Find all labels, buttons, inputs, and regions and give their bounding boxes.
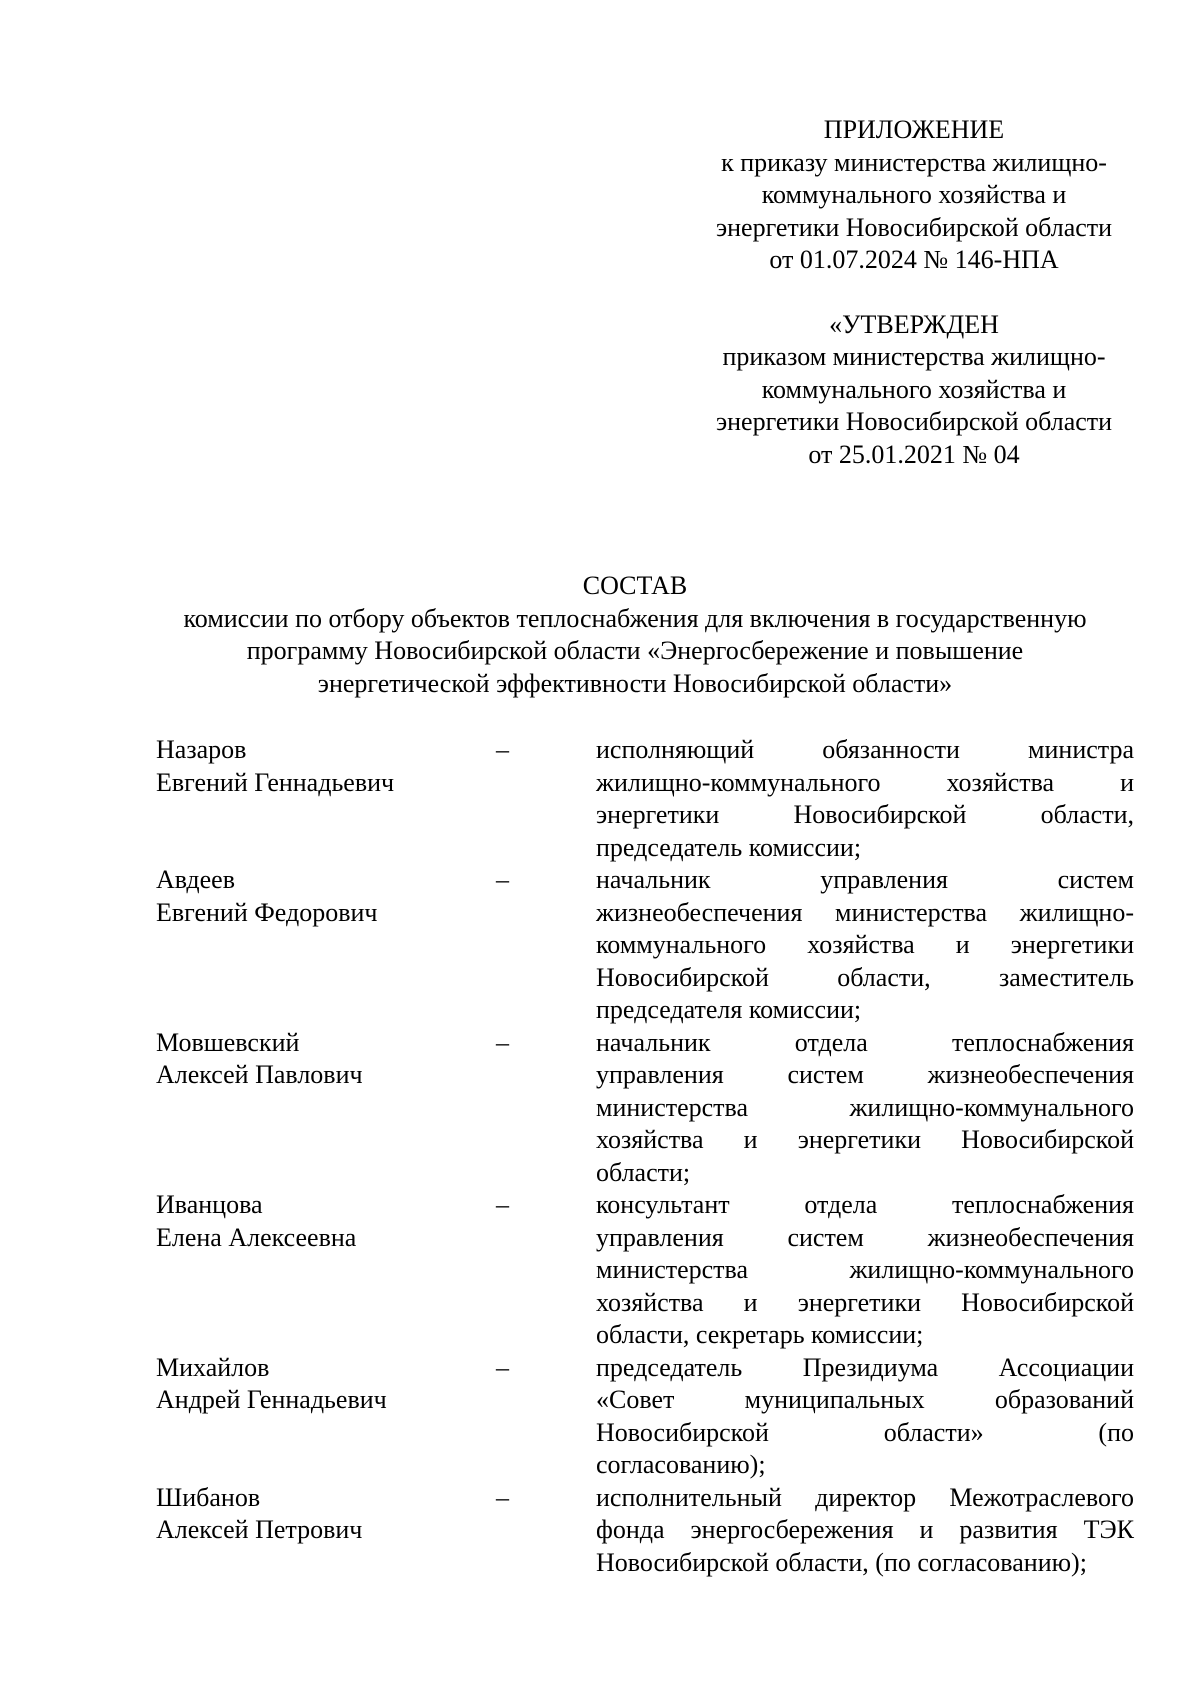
member-name xyxy=(156,1482,496,1547)
spacer xyxy=(690,277,1138,309)
members-list xyxy=(156,734,1134,1579)
appendix-block xyxy=(690,114,1138,471)
member-row xyxy=(156,864,1134,1027)
member-dash: – xyxy=(496,1482,509,1512)
member-position-line: Новосибирской области, заместитель xyxy=(596,962,1134,992)
approved-line: энергетики Новосибирской области xyxy=(715,407,1113,436)
member-position-line: управления систем жизнеобеспечения xyxy=(596,1060,1134,1089)
member-position-line: министерства жилищно-коммунального xyxy=(596,1255,1134,1284)
member-position-line: согласованию); xyxy=(596,1450,766,1479)
appendix-heading: ПРИЛОЖЕНИЕ xyxy=(823,115,1005,144)
member-surname: Шибанов xyxy=(156,1482,261,1512)
appendix-line: энергетики Новосибирской области xyxy=(715,212,1113,242)
member-given-names: Евгений Геннадьевич xyxy=(156,767,395,797)
member-position-line: председатель Президиума Ассоциации xyxy=(596,1352,1134,1382)
member-surname: Назаров xyxy=(156,735,247,764)
member-position-line: начальник управления систем xyxy=(596,865,1134,894)
member-row xyxy=(156,734,1134,864)
member-given-names: Алексей Петрович xyxy=(156,1515,363,1544)
member-row xyxy=(156,1352,1134,1482)
appendix-line: от 01.07.2024 № 146-НПА xyxy=(769,245,1059,274)
member-row xyxy=(156,1189,1134,1352)
member-position-line: председатель комиссии; xyxy=(596,832,862,862)
member-given-names: Елена Алексеевна xyxy=(156,1222,357,1252)
member-row xyxy=(156,1027,1134,1190)
member-given-names: Алексей Павлович xyxy=(156,1060,363,1089)
document-subtitle-line: программу Новосибирской области «Энергосбережение и повышение xyxy=(246,636,1024,665)
member-position xyxy=(596,864,1134,1027)
member-dash: – xyxy=(496,735,509,764)
member-name xyxy=(156,1189,496,1254)
member-surname: Михайлов xyxy=(156,1352,270,1382)
member-position-line: исполнительный директор Межотраслевого xyxy=(596,1482,1134,1512)
member-name xyxy=(156,734,496,799)
member-position-line: хозяйства и энергетики Новосибирской xyxy=(596,1125,1134,1154)
member-position-line: консультант отдела теплоснабжения xyxy=(596,1190,1134,1219)
member-position-line: коммунального хозяйства и энергетики xyxy=(596,930,1134,959)
member-position-line: исполняющий обязанности министра xyxy=(596,735,1134,764)
member-position-line: «Совет муниципальных образований xyxy=(596,1385,1134,1414)
member-name xyxy=(156,1352,496,1417)
member-position xyxy=(596,1027,1134,1190)
member-position-line: Новосибирской области, (по согласованию); xyxy=(596,1547,1087,1577)
member-position-line: области, секретарь комиссии; xyxy=(596,1320,924,1349)
member-position-line: энергетики Новосибирской области, xyxy=(596,800,1134,829)
member-dash: – xyxy=(496,865,509,894)
member-dash: – xyxy=(496,1027,509,1057)
member-position-line: управления систем жизнеобеспечения xyxy=(596,1222,1134,1252)
document-title: СОСТАВ xyxy=(582,571,688,600)
approved-line: от 25.01.2021 № 04 xyxy=(808,439,1020,469)
member-position-line: жилищно-коммунального хозяйства и xyxy=(596,767,1134,797)
member-position-line: фонда энергосбережения и развития ТЭК xyxy=(596,1515,1134,1544)
member-dash: – xyxy=(496,1352,509,1382)
member-dash: – xyxy=(496,1190,509,1219)
member-position-line: жизнеобеспечения министерства жилищно- xyxy=(596,897,1134,927)
member-position-line: области; xyxy=(596,1157,691,1187)
member-position xyxy=(596,1482,1134,1580)
document-title-block xyxy=(140,570,1130,700)
member-given-names: Андрей Геннадьевич xyxy=(156,1385,387,1414)
member-position-line: хозяйства и энергетики Новосибирской xyxy=(596,1287,1134,1317)
member-row xyxy=(156,1482,1134,1580)
member-position-line: министерства жилищно-коммунального xyxy=(596,1092,1134,1122)
approved-line: коммунального хозяйства и xyxy=(761,374,1067,404)
member-position-line: Новосибирской области» (по xyxy=(596,1417,1134,1447)
approved-heading: «УТВЕРЖДЕН xyxy=(829,309,999,339)
member-name xyxy=(156,864,496,929)
member-surname: Иванцова xyxy=(156,1190,263,1219)
member-surname: Авдеев xyxy=(156,865,235,894)
approved-line: приказом министерства жилищно- xyxy=(722,342,1106,371)
member-position xyxy=(596,1352,1134,1482)
member-position-line: председателя комиссии; xyxy=(596,995,862,1024)
member-position xyxy=(596,1189,1134,1352)
member-given-names: Евгений Федорович xyxy=(156,897,378,927)
member-position xyxy=(596,734,1134,864)
appendix-line: к приказу министерства жилищно- xyxy=(721,147,1107,177)
member-name xyxy=(156,1027,496,1092)
document-subtitle-line: комиссии по отбору объектов теплоснабжения для включения в государственную xyxy=(183,603,1087,633)
member-position-line: начальник отдела теплоснабжения xyxy=(596,1027,1134,1057)
document-subtitle-line: энергетической эффективности Новосибирской области» xyxy=(317,668,953,698)
appendix-line: коммунального хозяйства и xyxy=(761,180,1067,209)
member-surname: Мовшевский xyxy=(156,1027,300,1057)
